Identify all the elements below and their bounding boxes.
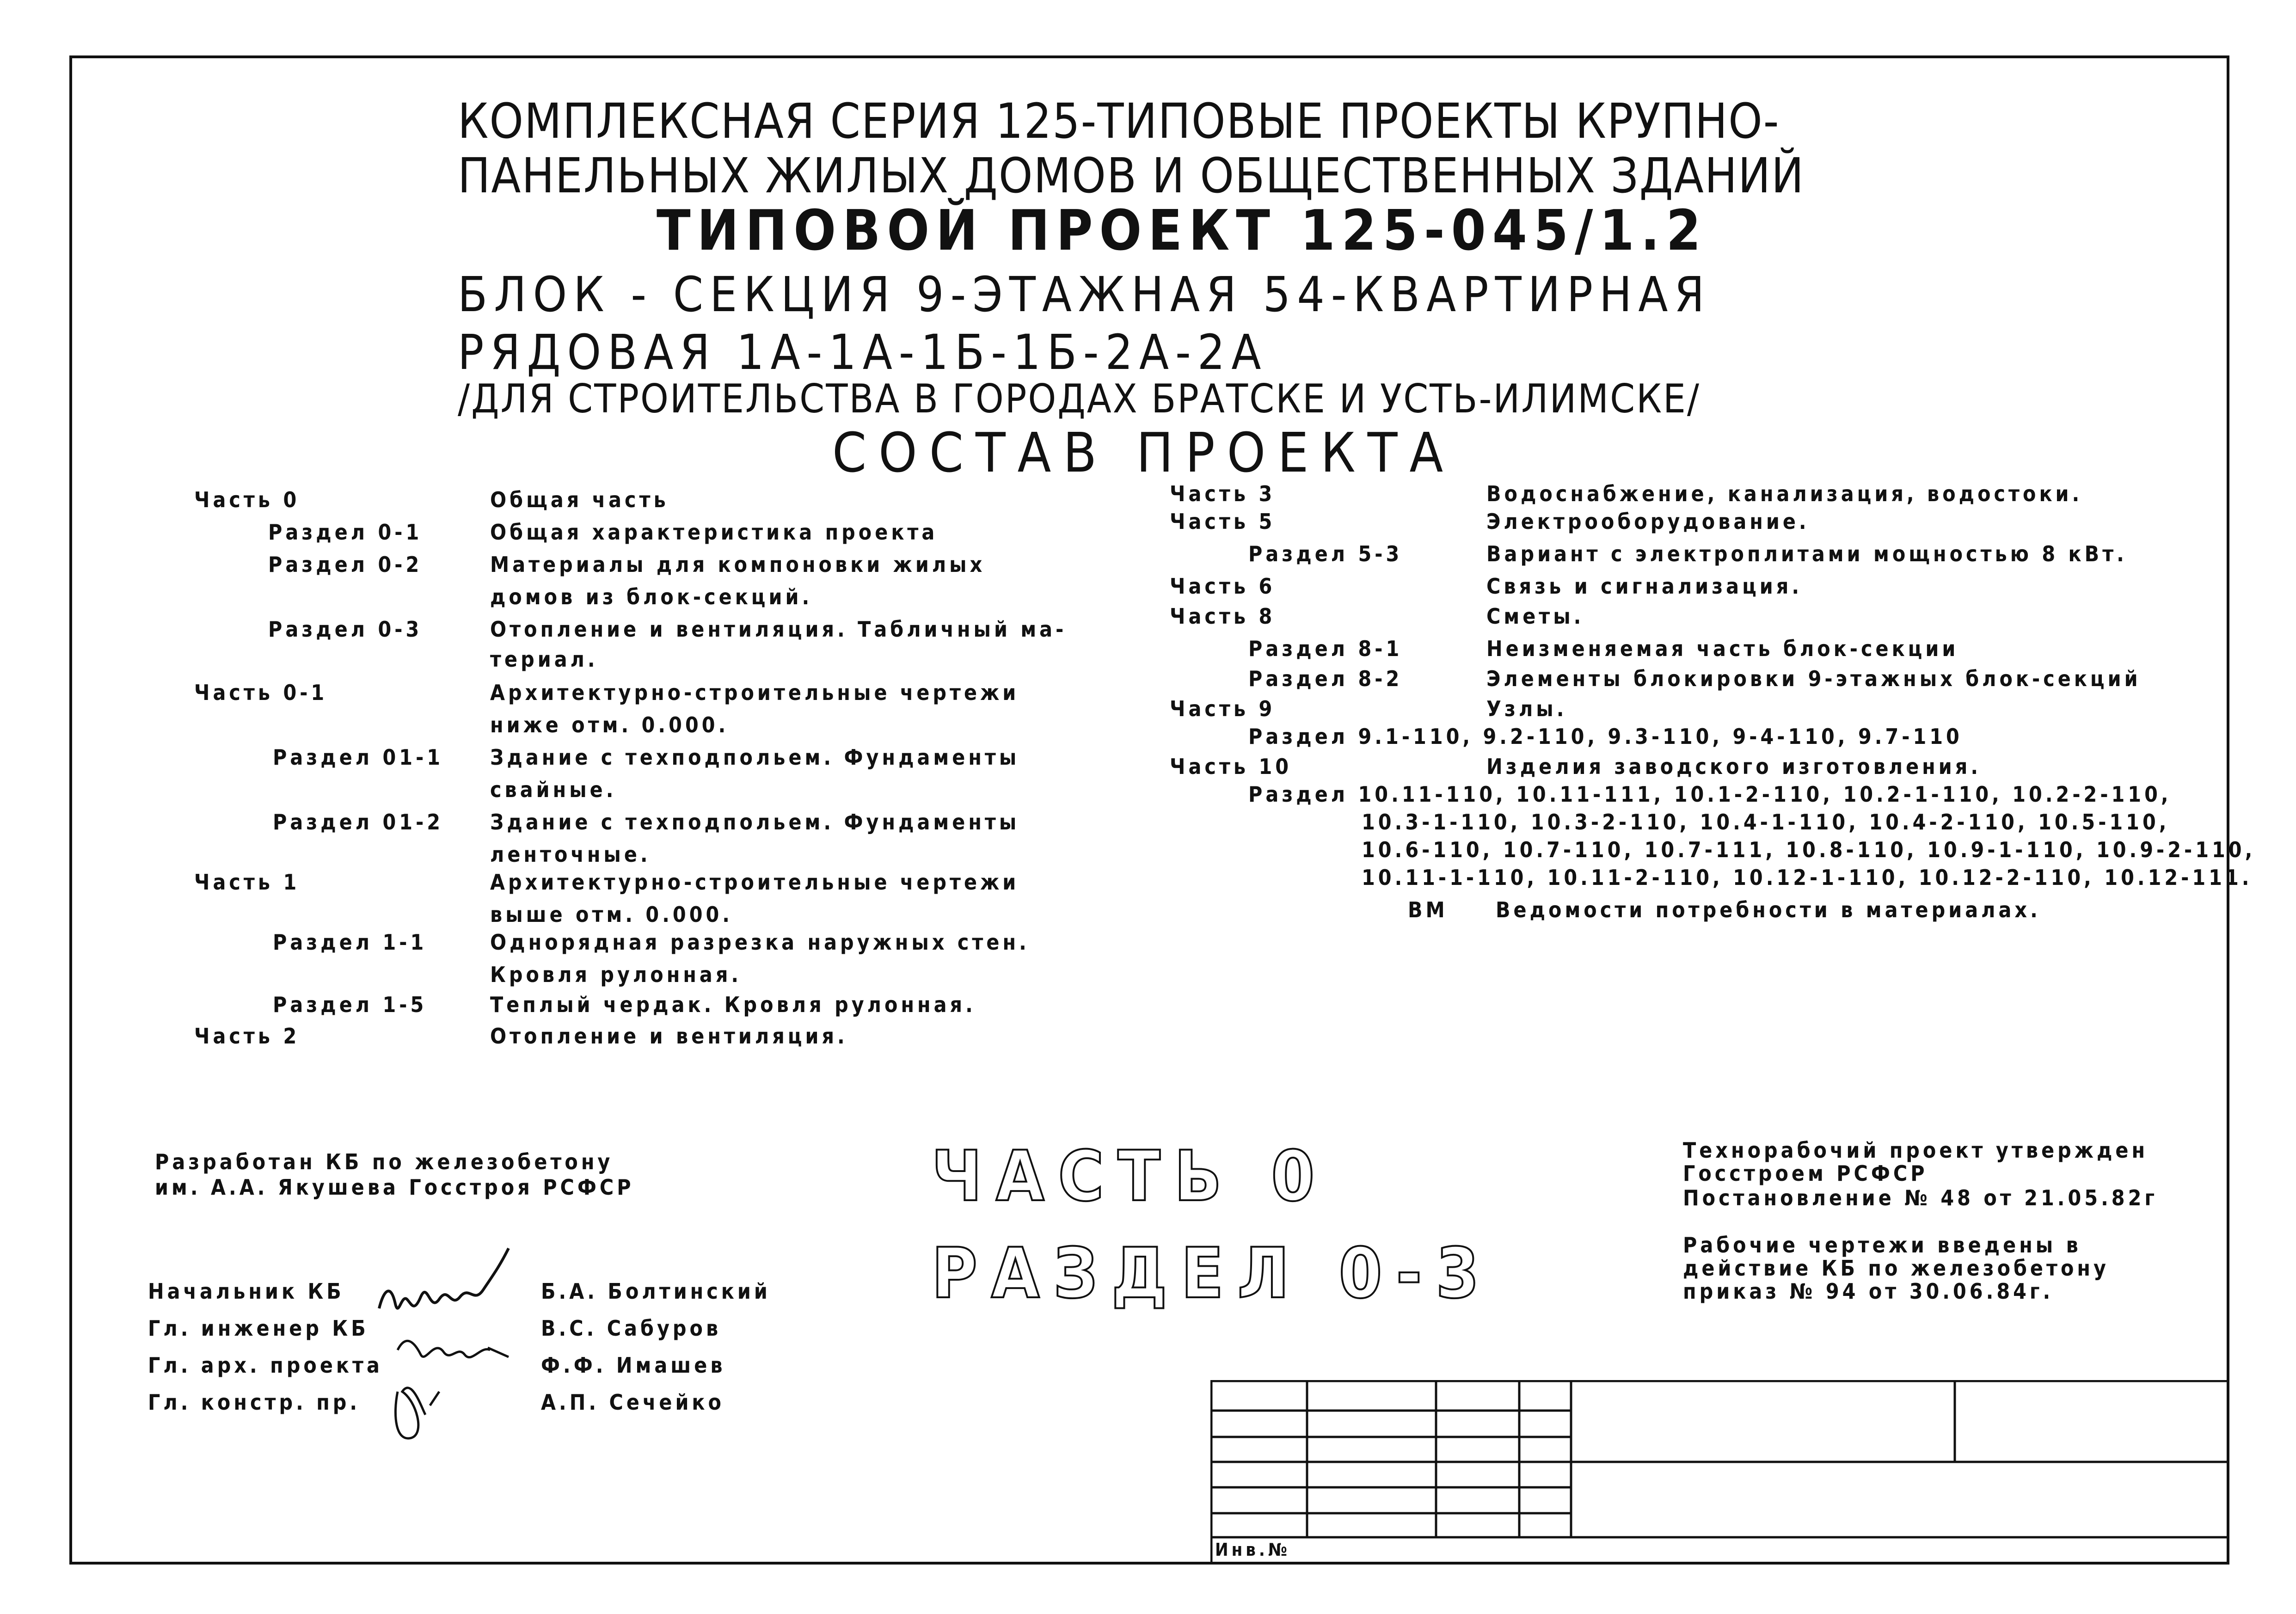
signature-name: А.П. Сечейко <box>541 1390 724 1415</box>
toc-text: выше отм. 0.000. <box>490 902 733 927</box>
toc-label: Раздел 9.1-110, 9.2-110, 9.3-110, 9-4-110, 9.7-110 <box>1248 724 1963 749</box>
toc-label: Раздел 8-1 <box>1248 636 1403 661</box>
toc-label: Часть 1 <box>194 870 300 895</box>
composition-title: СОСТАВ ПРОЕКТА <box>832 421 1455 485</box>
toc-text: Элементы блокировки 9-этажных блок-секций <box>1486 666 2141 691</box>
signature-name: Ф.Ф. Имашев <box>541 1353 726 1378</box>
title-block-stamp <box>1210 1380 2229 1565</box>
toc-text: домов из блок-секций. <box>490 584 813 609</box>
signature-role: Начальник КБ <box>148 1279 344 1304</box>
toc-label: Часть 6 <box>1170 574 1276 599</box>
approval-line-5: действие КБ по железобетону <box>1683 1256 2109 1281</box>
approval-line-6: приказ № 94 от 30.06.84г. <box>1683 1279 2054 1304</box>
toc-label: Часть 0 <box>194 487 300 512</box>
signature-role: Гл. арх. проекта <box>148 1353 383 1378</box>
block-section-title: БЛОК - СЕКЦИЯ 9-ЭТАЖНАЯ 54-КВАРТИРНАЯ <box>458 266 1711 323</box>
toc-text: Кровля рулонная. <box>490 962 742 987</box>
toc-text: Связь и сигнализация. <box>1486 574 1803 599</box>
toc-label: Раздел 5-3 <box>1248 541 1403 566</box>
toc-text: териал. <box>490 647 598 672</box>
approval-line-2: Госстроем РСФСР <box>1683 1161 1928 1186</box>
toc-text: ленточные. <box>490 842 651 867</box>
toc-label: Часть 0-1 <box>194 680 328 705</box>
section-title: РАЗДЕЛ 0-3 <box>932 1234 1493 1314</box>
toc-text: Общая часть <box>490 487 669 512</box>
toc-text: Изделия заводского изготовления. <box>1486 754 1982 779</box>
header-line-1: КОМПЛЕКСНАЯ СЕРИЯ 125-ТИПОВЫЕ ПРОЕКТЫ КРУПНО- <box>458 93 1780 149</box>
toc-text: свайные. <box>490 777 617 802</box>
handwritten-signature <box>370 1239 536 1452</box>
toc-text: Вариант с электроплитами мощностью 8 кВт. <box>1486 541 2127 566</box>
toc-label: Раздел 1-5 <box>273 992 427 1017</box>
toc-label: Раздел 01-1 <box>273 745 444 770</box>
toc-label: Раздел 0-1 <box>268 520 423 545</box>
toc-text: Общая характеристика проекта <box>490 520 938 545</box>
approval-line-4: Рабочие чертежи введены в <box>1683 1233 2081 1258</box>
toc-label: Часть 2 <box>194 1024 300 1049</box>
toc-label: 10.11-1-110, 10.11-2-110, 10.12-1-110, 10.12-2-110, 10.12-111. <box>1362 865 2253 890</box>
toc-label: Часть 8 <box>1170 604 1276 629</box>
developer-line-2: им. А.А. Якушева Госстроя РСФСР <box>155 1175 634 1200</box>
toc-text: Однорядная разрезка наружных стен. <box>490 930 1030 955</box>
toc-text: ниже отм. 0.000. <box>490 712 729 737</box>
toc-label: Раздел 8-2 <box>1248 666 1403 691</box>
toc-label: 10.3-1-110, 10.3-2-110, 10.4-1-110, 10.4-2-110, 10.5-110, <box>1362 810 2170 835</box>
toc-label: Раздел 01-2 <box>273 810 444 835</box>
approval-line-3: Постановление № 48 от 21.05.82г <box>1683 1185 2158 1210</box>
developer-line-1: Разработан КБ по железобетону <box>155 1149 614 1174</box>
inventory-number-label: Инв.№ <box>1215 1540 1290 1560</box>
toc-text: Отопление и вентиляция. <box>490 1024 848 1049</box>
toc-label: Раздел 0-2 <box>268 552 423 577</box>
toc-text: Здание с техподпольем. Фундаменты <box>490 745 1020 770</box>
toc-text: Сметы. <box>1486 604 1584 629</box>
signature-name: В.С. Сабуров <box>541 1316 722 1341</box>
toc-text: Отопление и вентиляция. Табличный ма- <box>490 617 1067 642</box>
signature-role: Гл. инженер КБ <box>148 1316 369 1341</box>
toc-text: Ведомости потребности в материалах. <box>1496 897 2041 922</box>
approval-line-1: Технорабочий проект утвержден <box>1683 1138 2149 1163</box>
toc-label: Часть 5 <box>1170 509 1276 534</box>
signature-name: Б.А. Болтинский <box>541 1279 771 1304</box>
row-title: РЯДОВАЯ 1А-1А-1Б-1Б-2А-2А <box>458 324 1268 380</box>
toc-text: Архитектурно-строительные чертежи <box>490 870 1019 895</box>
toc-label: Часть 9 <box>1170 696 1276 721</box>
header-line-2: ПАНЕЛЬНЫХ ЖИЛЫХ ДОМОВ И ОБЩЕСТВЕННЫХ ЗДАНИЙ <box>458 147 1805 204</box>
toc-text: Электрооборудование. <box>1486 509 1810 534</box>
toc-label: Раздел 0-3 <box>268 617 423 642</box>
toc-text: Неизменяемая часть блок-секции <box>1486 636 1959 661</box>
toc-label: ВМ <box>1408 897 1448 922</box>
toc-text: Архитектурно-строительные чертежи <box>490 680 1019 705</box>
toc-text: Узлы. <box>1486 696 1567 721</box>
toc-label: 10.6-110, 10.7-110, 10.7-111, 10.8-110, 10.9-1-110, 10.9-2-110, <box>1362 837 2256 862</box>
toc-label: Часть 10 <box>1170 754 1292 779</box>
toc-text: Водоснабжение, канализация, водостоки. <box>1486 481 2083 506</box>
toc-label: Раздел 1-1 <box>273 930 427 955</box>
signature-role: Гл. констр. пр. <box>148 1390 361 1415</box>
purpose-line: /ДЛЯ СТРОИТЕЛЬСТВА В ГОРОДАХ БРАТСКЕ И УСТЬ-ИЛИМСКЕ/ <box>458 376 1701 422</box>
toc-label: Часть 3 <box>1170 481 1276 506</box>
part-title: ЧАСТЬ 0 <box>932 1136 1329 1217</box>
toc-text: Теплый чердак. Кровля рулонная. <box>490 992 976 1017</box>
toc-text: Материалы для компоновки жилых <box>490 552 986 577</box>
project-title: ТИПОВОЙ ПРОЕКТ 125-045/1.2 <box>657 199 1707 263</box>
toc-text: Здание с техподпольем. Фундаменты <box>490 810 1020 835</box>
toc-label: Раздел 10.11-110, 10.11-111, 10.1-2-110, 10.2-1-110, 10.2-2-110, <box>1248 782 2172 807</box>
